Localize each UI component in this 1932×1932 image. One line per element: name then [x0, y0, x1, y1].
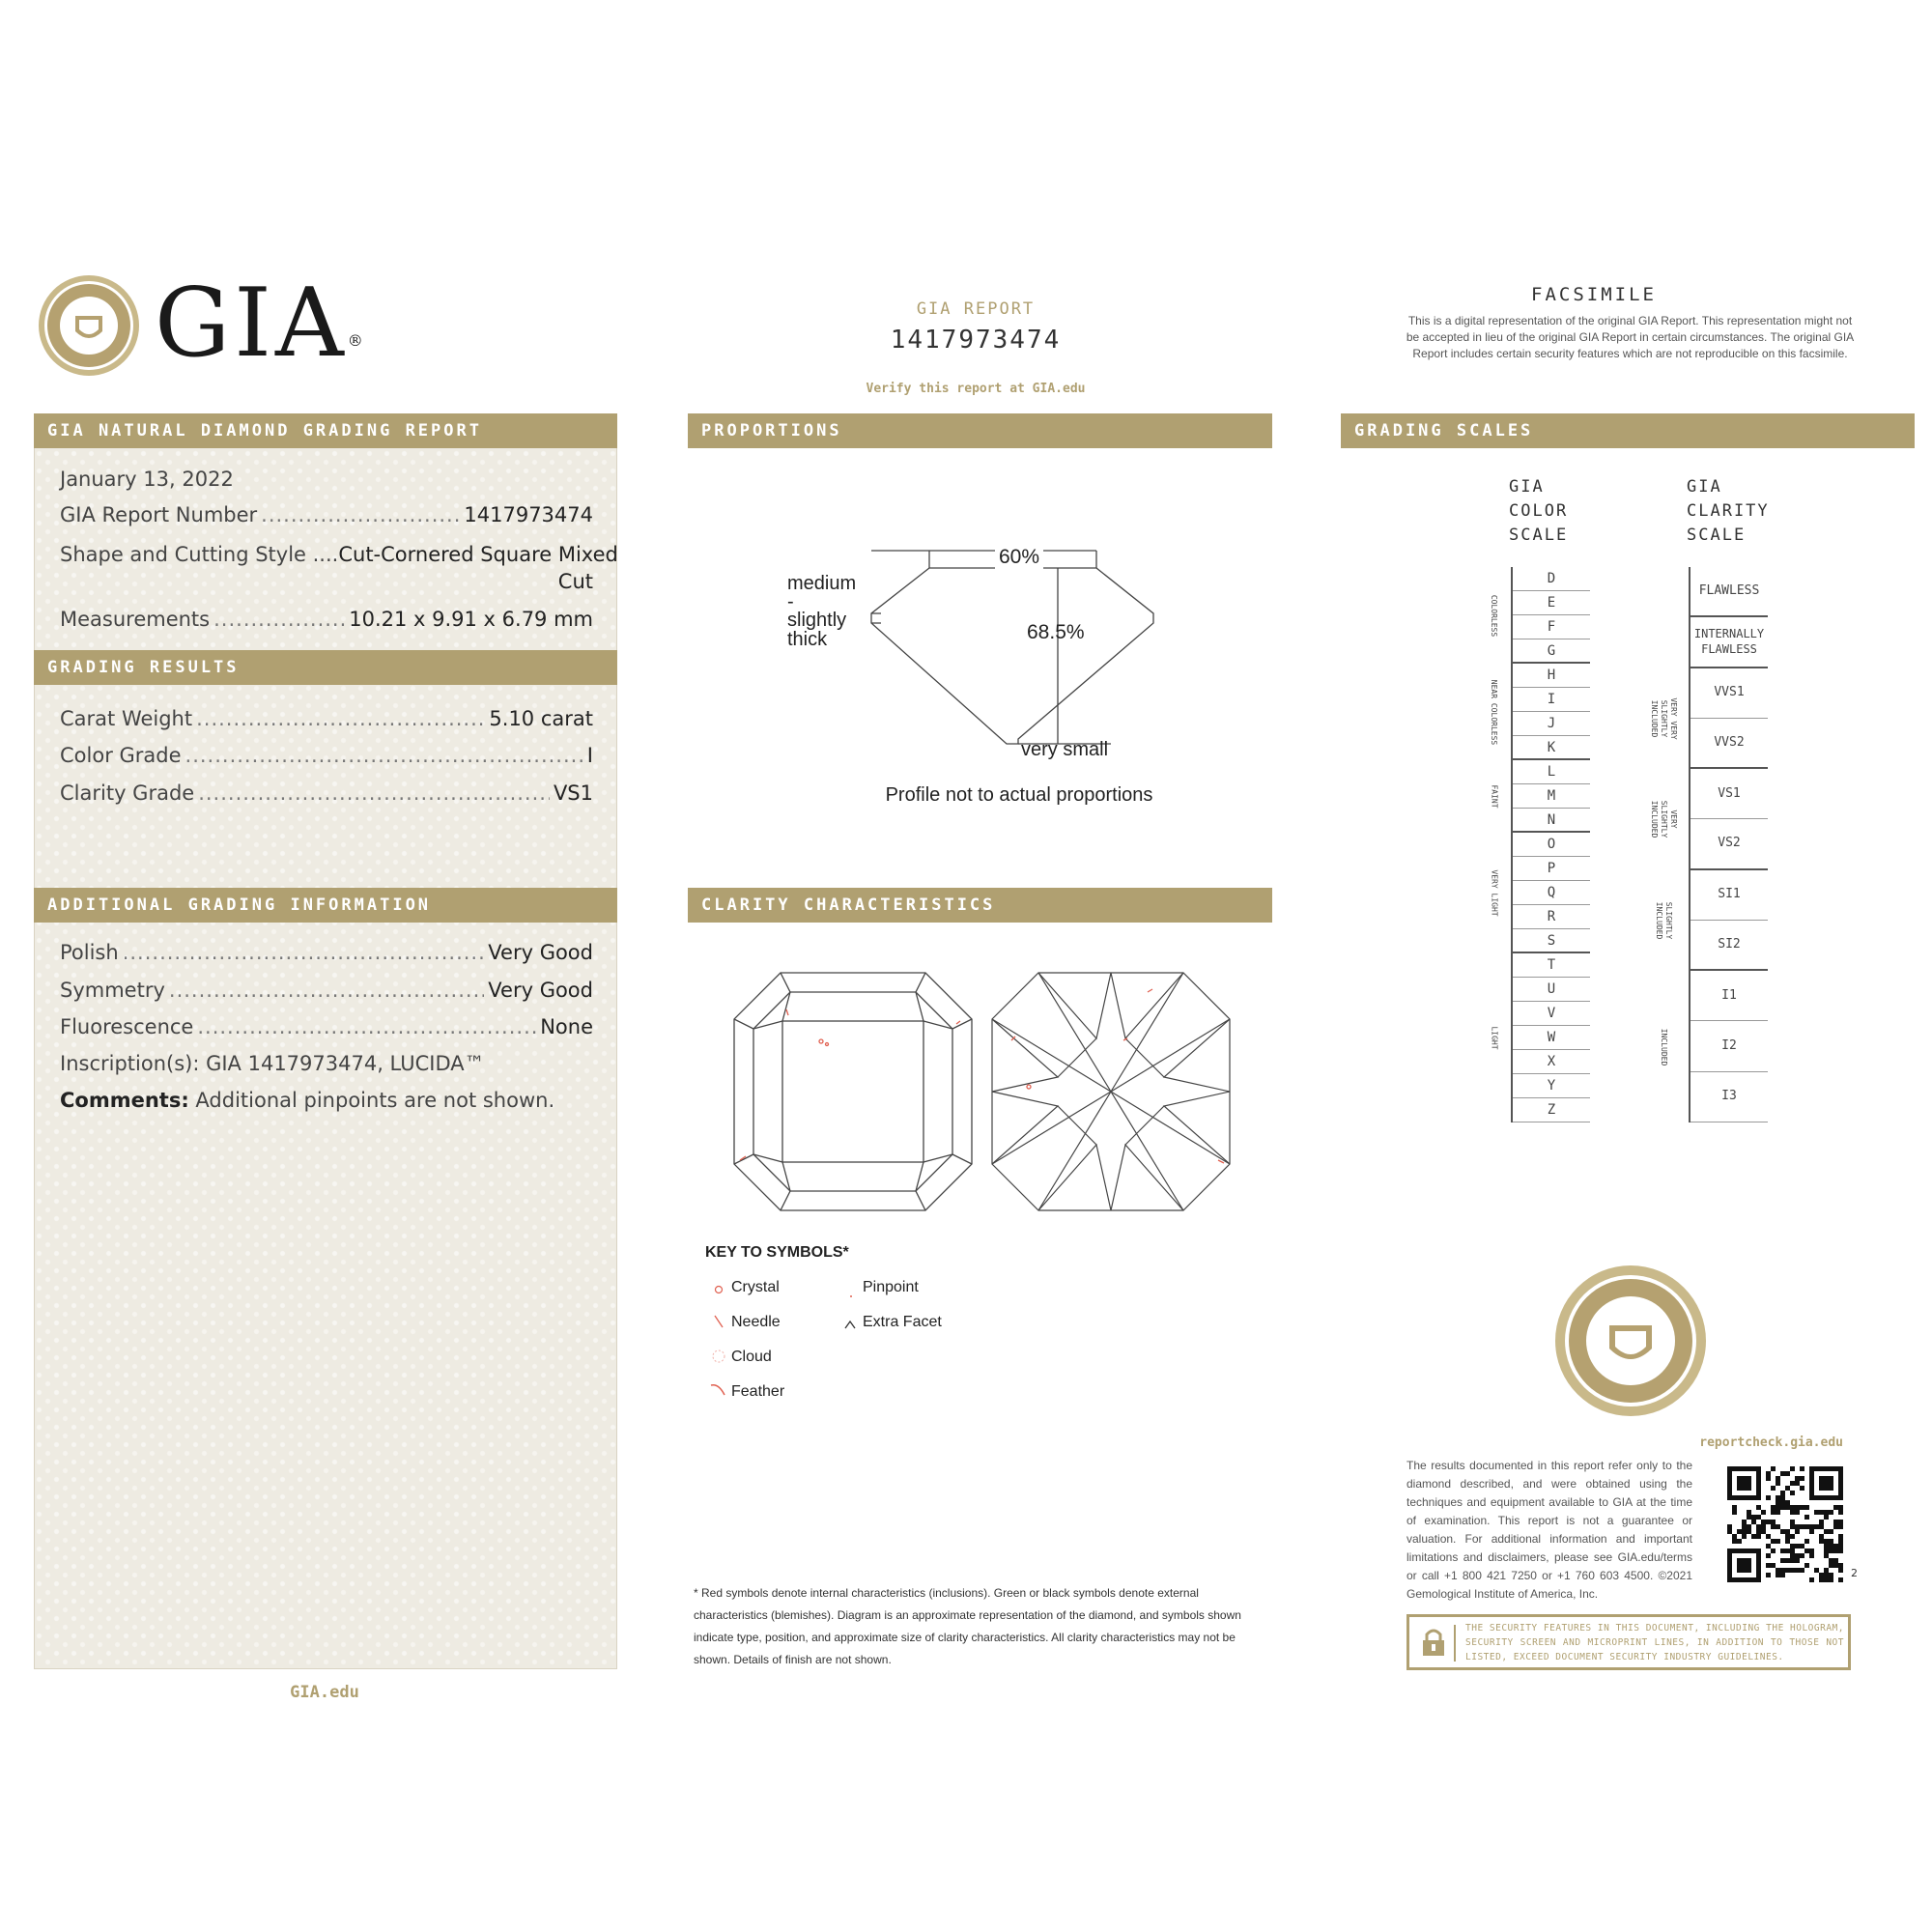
color-grade-j: J [1513, 712, 1590, 736]
color-grade-z: Z [1513, 1098, 1590, 1122]
shape-row-continuation: Cut [557, 570, 593, 593]
color-grade-l: L [1513, 760, 1590, 784]
color-grade-t: T [1513, 953, 1590, 978]
depth-percentage: 68.5% [1027, 621, 1085, 643]
key-title: KEY TO SYMBOLS* [705, 1244, 849, 1261]
key-cloud: Cloud [731, 1349, 772, 1365]
clarity-grade-flawless: FLAWLESS [1690, 567, 1768, 617]
color-grade-m: M [1513, 784, 1590, 809]
color-grade-x: X [1513, 1050, 1590, 1074]
clarity-title-3: SCALE [1687, 526, 1747, 545]
color-grade-p: P [1513, 857, 1590, 881]
color-group-label: VERY LIGHT [1490, 869, 1499, 917]
color-grade-d: D [1513, 567, 1590, 591]
color-grade-e: E [1513, 591, 1590, 615]
gia-logo: GIA® [155, 269, 367, 379]
report-section-bar: GIA NATURAL DIAMOND GRADING REPORT [34, 413, 617, 448]
report-number-header: 1417973474 [890, 326, 1062, 355]
qr-code[interactable] [1727, 1466, 1843, 1582]
proportions-bar: PROPORTIONS [688, 413, 1272, 448]
girdle-line-4: thick [787, 629, 828, 650]
color-grade-row: Color Grade ..... I [60, 744, 593, 767]
key-needle: Needle [731, 1314, 781, 1330]
security-text: THE SECURITY FEATURES IN THIS DOCUMENT, INCLUDING THE HOLOGRAM, SECURITY SCREEN AND MICROPRINT LINES, IN ADDITION TO THOSE NOT LISTED, EXCEED DOCUMENT SECURITY INDUSTRY GUIDELINES. [1465, 1623, 1844, 1662]
color-grade-q: Q [1513, 881, 1590, 905]
disclaimer-text: The results documented in this report refer only to the diamond described, and were obtained using the techniques and equipment available to GIA at the time of examination. This report is not a guarantee or valuation. For additional information and important limitations and disclaimers, please see GIA.edu/terms or call +1 800 421 7250 or +1 760 603 4500. ©2021 Gemological Institute of America, Inc. [1406, 1459, 1692, 1601]
clarity-group-label: SLIGHTLY INCLUDED [1655, 901, 1673, 940]
polish-row: Polish ..... Very Good [60, 941, 593, 964]
page-number: 2 [1851, 1567, 1858, 1579]
report-label: GIA REPORT [916, 299, 1036, 319]
color-title-1: GIA [1509, 477, 1545, 497]
clarity-grade-vs2: VS2 [1690, 819, 1768, 869]
fluorescence-row: Fluorescence ..... None [60, 1015, 593, 1038]
report-panel [34, 413, 617, 1669]
comments-label: Comments: [60, 1089, 189, 1112]
crown-plot-diagram [732, 971, 974, 1212]
comments-value: Additional pinpoints are not shown. [195, 1089, 555, 1112]
gia-seal-icon [37, 273, 141, 378]
grading-scales-bar: GRADING SCALES [1341, 413, 1915, 448]
clarity-grade-i2: I2 [1690, 1021, 1768, 1071]
symmetry-row: Symmetry ..... Very Good [60, 979, 593, 1002]
color-grade-g: G [1513, 639, 1590, 664]
clarity-grade-vvs2: VVS2 [1690, 719, 1768, 769]
color-grade-u: U [1513, 978, 1590, 1002]
carat-weight-row: Carat Weight ..... 5.10 carat [60, 707, 593, 730]
color-grade-h: H [1513, 664, 1590, 688]
crystal-icon [713, 1281, 724, 1293]
color-grade-n: N [1513, 809, 1590, 833]
clarity-grade-i1: I1 [1690, 971, 1768, 1021]
cloud-icon [711, 1349, 726, 1364]
color-grade-y: Y [1513, 1074, 1590, 1098]
color-title-2: COLOR [1509, 501, 1569, 521]
comments [60, 1089, 554, 1112]
girdle-line-1: medium [787, 573, 857, 594]
shape-row: Shape and Cutting Style .... Cut-Cornered Square Mixed [60, 543, 618, 566]
clarity-footnote: * Red symbols denote internal characteristics (inclusions). Green or black symbols denote external characteristics (blemishes). Diagram is an approximate representation of the diamond, and symbols shown indicate type, position, and approximate size of clarity characteristics. All clarity characteristics may not be shown. Details of finish are not shown. [694, 1586, 1241, 1666]
pinpoint-icon [848, 1285, 854, 1291]
clarity-group-label: VERY VERY SLIGHTLY INCLUDED [1650, 697, 1678, 740]
color-group-label: NEAR COLORLESS [1490, 679, 1499, 745]
facsimile-title: FACSIMILE [1531, 284, 1657, 305]
lock-icon [1417, 1625, 1456, 1662]
clarity-group-label: VERY SLIGHTLY INCLUDED [1650, 801, 1678, 838]
inscription: Inscription(s): GIA 1417973474, LUCIDA™ [60, 1052, 485, 1075]
proportions-note: Profile not to actual proportions [885, 784, 1153, 806]
key-pinpoint: Pinpoint [863, 1279, 919, 1295]
clarity-scale-title [1687, 475, 1770, 548]
reportcheck-link[interactable]: reportcheck.gia.edu [1699, 1435, 1843, 1450]
clarity-grade-si1: SI1 [1690, 870, 1768, 921]
key-feather: Feather [731, 1383, 785, 1400]
clarity-title-1: GIA [1687, 477, 1722, 497]
table-percentage: 60% [995, 546, 1043, 569]
clarity-group-label: INCLUDED [1660, 1028, 1668, 1065]
color-scale-title [1509, 475, 1568, 548]
color-grade-k: K [1513, 736, 1590, 760]
color-grade-i: I [1513, 688, 1590, 712]
gia-edu-link[interactable]: GIA.edu [290, 1683, 359, 1702]
color-group-labels [1483, 567, 1506, 1122]
color-group-label: LIGHT [1490, 1026, 1499, 1050]
clarity-grade-i3: I3 [1690, 1072, 1768, 1122]
additional-info-bar: ADDITIONAL GRADING INFORMATION [34, 888, 617, 923]
clarity-grade-internally-flawless: INTERNALLY FLAWLESS [1690, 617, 1768, 668]
clarity-title-2: CLARITY [1687, 501, 1770, 521]
report-number-row: GIA Report Number ..... 1417973474 [60, 503, 593, 526]
color-grade-f: F [1513, 615, 1590, 639]
clarity-bar: CLARITY CHARACTERISTICS [688, 888, 1272, 923]
gia-integrity-seal-icon [1553, 1264, 1708, 1418]
clarity-grade-row: Clarity Grade ..... VS1 [60, 781, 593, 805]
girdle-line-2: - [787, 591, 794, 612]
girdle-line-3: slightly [787, 610, 847, 631]
clarity-group-labels [1642, 567, 1685, 1122]
color-group-label: FAINT [1490, 784, 1499, 809]
culet-label: very small [1021, 739, 1109, 760]
key-extra-facet: Extra Facet [863, 1314, 942, 1330]
girdle-label [787, 574, 856, 649]
feather-icon [709, 1381, 728, 1399]
key-crystal: Crystal [731, 1279, 780, 1295]
security-box [1406, 1614, 1851, 1670]
color-group-label: COLORLESS [1490, 594, 1499, 637]
clarity-grade-vvs1: VVS1 [1690, 668, 1768, 719]
extra-facet-icon [843, 1316, 857, 1327]
needle-icon [712, 1314, 725, 1329]
color-grade-v: V [1513, 1002, 1590, 1026]
clarity-grade-vs1: VS1 [1690, 769, 1768, 819]
verify-link[interactable]: Verify this report at GIA.edu [866, 382, 1086, 396]
color-title-3: SCALE [1509, 526, 1569, 545]
pavilion-plot-diagram [990, 971, 1232, 1212]
grading-results-bar: GRADING RESULTS [34, 650, 617, 685]
color-grade-o: O [1513, 833, 1590, 857]
measurements-row: Measurements ..... 10.21 x 9.91 x 6.79 mm [60, 608, 593, 631]
facsimile-text: This is a digital representation of the original GIA Report. This representation might not be accepted in lieu of the original GIA Report in certain circumstances. The original GIA Report includes certain security features which are not reproducible on this facsimile. [1406, 314, 1855, 360]
report-date: January 13, 2022 [60, 468, 234, 491]
color-grade-r: R [1513, 905, 1590, 929]
clarity-scale [1689, 567, 1768, 1122]
color-grade-w: W [1513, 1026, 1590, 1050]
clarity-grade-si2: SI2 [1690, 921, 1768, 971]
color-scale [1511, 567, 1590, 1122]
color-grade-s: S [1513, 929, 1590, 953]
